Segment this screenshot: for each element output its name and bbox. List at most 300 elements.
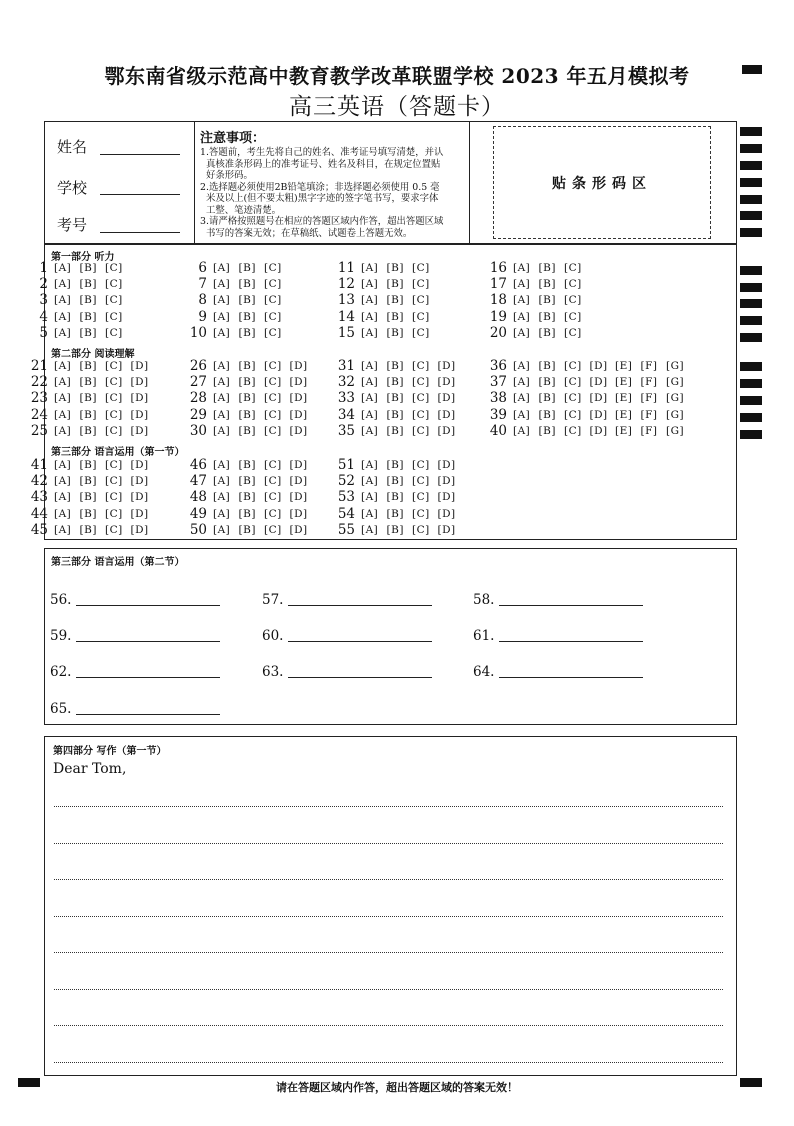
answer-bubble[interactable]: [A] xyxy=(513,278,531,291)
answer-bubble[interactable]: [C] xyxy=(105,424,123,437)
fill-answer-line[interactable] xyxy=(499,641,643,642)
answer-bubble[interactable]: [B] xyxy=(238,326,256,339)
answer-bubble[interactable]: [B] xyxy=(238,424,256,437)
answer-bubble[interactable]: [D] xyxy=(130,507,149,520)
answer-bubble[interactable]: [D] xyxy=(437,523,456,536)
fill-number: 56. xyxy=(50,592,72,608)
answer-bubble[interactable]: [D] xyxy=(437,424,456,437)
answer-bubble[interactable]: [B] xyxy=(79,310,97,323)
answer-bubble[interactable]: [B] xyxy=(386,507,404,520)
answer-bubble[interactable]: [A] xyxy=(513,360,531,372)
answer-bubble[interactable]: [B] xyxy=(386,459,404,471)
answer-options xyxy=(54,311,131,323)
question-number: 43 xyxy=(30,489,48,506)
answer-bubble[interactable]: [C] xyxy=(264,262,282,274)
question-row xyxy=(331,407,463,423)
question-row xyxy=(483,407,692,423)
answer-bubble[interactable]: [A] xyxy=(513,376,531,389)
answer-bubble[interactable]: [A] xyxy=(213,507,231,520)
answer-bubble[interactable]: [A] xyxy=(54,310,72,323)
answer-bubble[interactable]: [C] xyxy=(564,278,582,291)
question-row xyxy=(331,292,438,308)
answer-bubble[interactable]: [D] xyxy=(589,392,608,405)
answer-bubble[interactable]: [E] xyxy=(615,424,633,437)
answer-bubble[interactable]: [D] xyxy=(289,491,308,504)
question-row xyxy=(24,374,156,390)
answer-bubble[interactable]: [A] xyxy=(54,491,72,504)
answer-bubble[interactable]: [D] xyxy=(130,376,149,389)
answer-bubble[interactable]: [C] xyxy=(264,408,282,421)
answer-bubble[interactable]: [D] xyxy=(437,392,456,405)
answer-bubble[interactable]: [B] xyxy=(538,376,556,389)
fill-answer-line[interactable] xyxy=(499,605,643,606)
writing-line[interactable] xyxy=(54,843,723,844)
answer-bubble[interactable]: [E] xyxy=(615,392,633,405)
answer-bubble[interactable]: [B] xyxy=(538,326,556,339)
fill-answer-line[interactable] xyxy=(76,677,220,678)
question-row xyxy=(483,276,590,292)
answer-bubble[interactable]: [C] xyxy=(105,376,123,389)
answer-bubble[interactable]: [C] xyxy=(105,507,123,520)
timing-mark xyxy=(740,228,762,237)
answer-bubble[interactable]: [D] xyxy=(289,523,308,536)
timing-mark xyxy=(740,144,762,153)
answer-bubble[interactable]: [C] xyxy=(105,262,123,274)
answer-bubble[interactable]: [D] xyxy=(437,360,456,372)
answer-bubble[interactable]: [B] xyxy=(79,262,97,274)
notice-line: 真核准条形码上的准考证号、姓名及科目，在规定位置贴 xyxy=(206,158,441,170)
fill-answer-line[interactable] xyxy=(76,714,220,715)
answer-bubble[interactable]: [C] xyxy=(564,262,582,274)
answer-bubble[interactable]: [C] xyxy=(264,424,282,437)
writing-line[interactable] xyxy=(54,1062,723,1063)
fill-answer-line[interactable] xyxy=(76,605,220,606)
answer-bubble[interactable]: [A] xyxy=(213,491,231,504)
answer-bubble[interactable]: [D] xyxy=(437,459,456,471)
answer-bubble[interactable]: [B] xyxy=(238,523,256,536)
answer-bubble[interactable]: [B] xyxy=(79,360,97,372)
answer-bubble[interactable]: [D] xyxy=(130,523,149,536)
answer-bubble[interactable]: [D] xyxy=(589,408,608,421)
answer-bubble[interactable]: [D] xyxy=(130,475,149,488)
answer-bubble[interactable]: [B] xyxy=(79,424,97,437)
question-number: 10 xyxy=(189,324,207,341)
answer-bubble[interactable]: [D] xyxy=(130,491,149,504)
answer-bubble[interactable]: [B] xyxy=(79,392,97,405)
answer-bubble[interactable]: [A] xyxy=(54,523,72,536)
answer-bubble[interactable]: [A] xyxy=(361,475,379,488)
answer-bubble[interactable]: [C] xyxy=(412,360,430,372)
answer-bubble[interactable]: [B] xyxy=(538,310,556,323)
answer-bubble[interactable]: [C] xyxy=(105,294,123,307)
answer-bubble[interactable]: [A] xyxy=(361,262,379,274)
answer-bubble[interactable]: [B] xyxy=(386,360,404,372)
answer-options xyxy=(213,327,290,339)
answer-bubble[interactable]: [D] xyxy=(289,408,308,421)
answer-bubble[interactable]: [A] xyxy=(513,424,531,437)
answer-bubble[interactable]: [D] xyxy=(589,376,608,389)
answer-bubble[interactable]: [A] xyxy=(513,262,531,274)
question-row xyxy=(183,358,315,374)
answer-bubble[interactable]: [B] xyxy=(238,507,256,520)
question-number: 31 xyxy=(337,358,355,374)
question-row xyxy=(24,423,156,439)
answer-bubble[interactable]: [A] xyxy=(361,392,379,405)
answer-bubble[interactable]: [C] xyxy=(105,459,123,471)
fill-answer-line[interactable] xyxy=(288,605,432,606)
answer-bubble[interactable]: [A] xyxy=(213,278,231,291)
answer-bubble[interactable]: [B] xyxy=(238,278,256,291)
answer-bubble[interactable]: [G] xyxy=(666,376,685,389)
answer-bubble[interactable]: [A] xyxy=(513,326,531,339)
answer-bubble[interactable]: [B] xyxy=(386,424,404,437)
answer-bubble[interactable]: [B] xyxy=(238,262,256,274)
answer-bubble[interactable]: [D] xyxy=(289,360,308,372)
answer-bubble[interactable]: [A] xyxy=(54,262,72,274)
answer-bubble[interactable]: [B] xyxy=(538,262,556,274)
answer-bubble[interactable]: [A] xyxy=(54,424,72,437)
answer-bubble[interactable]: [B] xyxy=(238,408,256,421)
answer-bubble[interactable]: [B] xyxy=(386,326,404,339)
answer-bubble[interactable]: [A] xyxy=(361,523,379,536)
timing-mark xyxy=(740,413,762,422)
answer-bubble[interactable]: [A] xyxy=(54,507,72,520)
answer-bubble[interactable]: [A] xyxy=(213,294,231,307)
fill-number: 59. xyxy=(50,628,72,644)
answer-bubble[interactable]: [D] xyxy=(289,507,308,520)
school-field[interactable] xyxy=(100,194,180,195)
answer-bubble[interactable]: [C] xyxy=(264,491,282,504)
answer-options xyxy=(54,262,131,274)
answer-options xyxy=(513,278,590,290)
answer-bubble[interactable]: [C] xyxy=(105,523,123,536)
answer-bubble[interactable]: [A] xyxy=(213,392,231,405)
barcode-label: 贴条形码区 xyxy=(552,175,652,192)
answer-bubble[interactable]: [F] xyxy=(640,424,658,437)
answer-bubble[interactable]: [D] xyxy=(130,459,149,471)
answer-bubble[interactable]: [B] xyxy=(79,507,97,520)
answer-bubble[interactable]: [B] xyxy=(386,491,404,504)
answer-bubble[interactable]: [C] xyxy=(264,326,282,339)
answer-bubble[interactable]: [C] xyxy=(105,278,123,291)
question-row xyxy=(483,260,590,276)
answer-bubble[interactable]: [A] xyxy=(54,392,72,405)
answer-bubble[interactable]: [B] xyxy=(538,424,556,437)
info-divider xyxy=(194,121,195,244)
answer-bubble[interactable]: [B] xyxy=(386,310,404,323)
answer-bubble[interactable]: [A] xyxy=(513,294,531,307)
answer-options xyxy=(513,294,590,306)
answer-bubble[interactable]: [A] xyxy=(361,278,379,291)
answer-bubble[interactable]: [C] xyxy=(412,424,430,437)
answer-bubble[interactable]: [D] xyxy=(130,360,149,372)
answer-bubble[interactable]: [D] xyxy=(289,392,308,405)
answer-bubble[interactable]: [B] xyxy=(238,294,256,307)
answer-bubble[interactable]: [B] xyxy=(238,459,256,471)
answer-bubble[interactable]: [B] xyxy=(79,294,97,307)
answer-bubble[interactable]: [B] xyxy=(238,360,256,372)
question-number: 46 xyxy=(189,457,207,473)
answer-bubble[interactable]: [B] xyxy=(79,523,97,536)
answer-bubble[interactable]: [A] xyxy=(54,475,72,488)
answer-bubble[interactable]: [B] xyxy=(238,392,256,405)
barcode-area xyxy=(493,126,711,239)
answer-bubble[interactable]: [C] xyxy=(412,392,430,405)
answer-bubble[interactable]: [A] xyxy=(213,326,231,339)
question-row xyxy=(331,374,463,390)
answer-bubble[interactable]: [C] xyxy=(412,294,430,307)
timing-mark xyxy=(740,316,762,325)
answer-bubble[interactable]: [B] xyxy=(538,294,556,307)
answer-bubble[interactable]: [D] xyxy=(130,424,149,437)
writing-line[interactable] xyxy=(54,952,723,953)
answer-bubble[interactable]: [B] xyxy=(238,491,256,504)
question-number: 24 xyxy=(30,406,48,423)
question-number: 8 xyxy=(198,292,207,309)
answer-bubble[interactable]: [C] xyxy=(564,376,582,389)
writing-line[interactable] xyxy=(54,989,723,990)
answer-bubble[interactable]: [A] xyxy=(213,475,231,488)
answer-bubble[interactable]: [C] xyxy=(105,392,123,405)
answer-bubble[interactable]: [B] xyxy=(79,376,97,389)
answer-bubble[interactable]: [B] xyxy=(386,376,404,389)
answer-bubble[interactable]: [A] xyxy=(54,408,72,421)
answer-bubble[interactable]: [C] xyxy=(564,360,582,372)
question-number: 16 xyxy=(489,260,507,276)
answer-bubble[interactable]: [A] xyxy=(213,310,231,323)
question-row xyxy=(331,358,463,374)
answer-bubble[interactable]: [C] xyxy=(564,326,582,339)
answer-bubble[interactable]: [D] xyxy=(289,424,308,437)
answer-bubble[interactable]: [D] xyxy=(437,507,456,520)
notice-line: 2.选择题必须使用2B铅笔填涂；非选择题必须使用 0.5 毫 xyxy=(200,181,440,193)
answer-options xyxy=(54,425,156,437)
answer-options xyxy=(513,392,692,404)
answer-bubble[interactable]: [B] xyxy=(79,475,97,488)
answer-bubble[interactable]: [D] xyxy=(437,408,456,421)
answer-bubble[interactable]: [C] xyxy=(264,278,282,291)
name-field[interactable] xyxy=(100,154,180,155)
timing-mark xyxy=(740,396,762,405)
answer-bubble[interactable]: [C] xyxy=(105,491,123,504)
answer-bubble[interactable]: [F] xyxy=(640,408,658,421)
answer-bubble[interactable]: [A] xyxy=(361,310,379,323)
answer-bubble[interactable]: [D] xyxy=(437,475,456,488)
answer-bubble[interactable]: [C] xyxy=(564,294,582,307)
answer-bubble[interactable]: [A] xyxy=(213,459,231,471)
answer-bubble[interactable]: [C] xyxy=(564,424,582,437)
answer-bubble[interactable]: [A] xyxy=(361,459,379,471)
answer-bubble[interactable]: [B] xyxy=(79,491,97,504)
writing-line[interactable] xyxy=(54,879,723,880)
section-title-writing: 第四部分 写作（第一节） xyxy=(53,746,167,757)
answer-bubble[interactable]: [C] xyxy=(412,475,430,488)
answer-options xyxy=(513,311,590,323)
answer-bubble[interactable]: [E] xyxy=(615,376,633,389)
answer-options xyxy=(54,524,156,536)
answer-bubble[interactable]: [C] xyxy=(264,392,282,405)
answer-bubble[interactable]: [C] xyxy=(264,475,282,488)
answer-bubble[interactable]: [A] xyxy=(213,376,231,389)
answer-bubble[interactable]: [A] xyxy=(513,408,531,421)
exam-number-field[interactable] xyxy=(100,232,180,233)
answer-bubble[interactable]: [F] xyxy=(640,392,658,405)
question-number: 40 xyxy=(489,422,507,439)
answer-bubble[interactable]: [C] xyxy=(412,491,430,504)
answer-bubble[interactable]: [A] xyxy=(213,408,231,421)
answer-bubble[interactable]: [B] xyxy=(238,376,256,389)
answer-bubble[interactable]: [C] xyxy=(564,392,582,405)
answer-bubble[interactable]: [A] xyxy=(361,360,379,372)
answer-bubble[interactable]: [B] xyxy=(79,326,97,339)
answer-bubble[interactable]: [E] xyxy=(615,408,633,421)
answer-bubble[interactable]: [D] xyxy=(437,491,456,504)
answer-bubble[interactable]: [B] xyxy=(386,262,404,274)
answer-bubble[interactable]: [C] xyxy=(105,326,123,339)
answer-bubble[interactable]: [C] xyxy=(105,360,123,372)
answer-options xyxy=(361,425,463,437)
answer-bubble[interactable]: [A] xyxy=(213,424,231,437)
question-row xyxy=(483,292,590,308)
answer-bubble[interactable]: [B] xyxy=(238,475,256,488)
fill-answer-line[interactable] xyxy=(288,677,432,678)
answer-bubble[interactable]: [C] xyxy=(105,475,123,488)
fill-number: 58. xyxy=(473,592,495,608)
answer-bubble[interactable]: [C] xyxy=(412,408,430,421)
question-row xyxy=(483,358,692,374)
answer-bubble[interactable]: [C] xyxy=(564,408,582,421)
writing-line[interactable] xyxy=(54,916,723,917)
answer-bubble[interactable]: [C] xyxy=(264,294,282,307)
answer-bubble[interactable]: [B] xyxy=(386,475,404,488)
answer-bubble[interactable]: [B] xyxy=(538,408,556,421)
answer-bubble[interactable]: [C] xyxy=(264,523,282,536)
question-row xyxy=(483,390,692,406)
answer-bubble[interactable]: [C] xyxy=(412,326,430,339)
answer-options xyxy=(213,475,315,487)
question-number: 38 xyxy=(489,390,507,407)
answer-bubble[interactable]: [C] xyxy=(412,262,430,274)
question-number: 47 xyxy=(189,473,207,490)
answer-bubble[interactable]: [B] xyxy=(386,523,404,536)
answer-bubble[interactable]: [A] xyxy=(54,326,72,339)
writing-line[interactable] xyxy=(54,806,723,807)
timing-mark xyxy=(740,299,762,308)
answer-bubble[interactable]: [A] xyxy=(361,408,379,421)
answer-bubble[interactable]: [C] xyxy=(412,459,430,471)
writing-line[interactable] xyxy=(54,1025,723,1026)
answer-bubble[interactable]: [A] xyxy=(54,294,72,307)
answer-bubble[interactable]: [A] xyxy=(54,360,72,372)
answer-bubble[interactable]: [A] xyxy=(361,294,379,307)
answer-bubble[interactable]: [G] xyxy=(666,424,685,437)
answer-bubble[interactable]: [C] xyxy=(564,310,582,323)
answer-bubble[interactable]: [D] xyxy=(589,424,608,437)
answer-bubble[interactable]: [C] xyxy=(264,376,282,389)
answer-options xyxy=(213,425,315,437)
answer-bubble[interactable]: [B] xyxy=(386,392,404,405)
answer-bubble[interactable]: [B] xyxy=(79,459,97,471)
question-number: 35 xyxy=(337,422,355,439)
answer-bubble[interactable]: [G] xyxy=(666,360,685,372)
answer-bubble[interactable]: [D] xyxy=(130,408,149,421)
answer-bubble[interactable]: [A] xyxy=(54,278,72,291)
question-number: 5 xyxy=(39,324,48,341)
answer-bubble[interactable]: [D] xyxy=(289,376,308,389)
answer-bubble[interactable]: [C] xyxy=(412,376,430,389)
answer-bubble[interactable]: [C] xyxy=(105,310,123,323)
answer-bubble[interactable]: [D] xyxy=(289,475,308,488)
answer-bubble[interactable]: [C] xyxy=(412,523,430,536)
answer-bubble[interactable]: [G] xyxy=(666,392,685,405)
answer-bubble[interactable]: [A] xyxy=(213,262,231,274)
answer-options xyxy=(361,278,438,290)
answer-bubble[interactable]: [B] xyxy=(538,360,556,372)
answer-bubble[interactable]: [C] xyxy=(264,310,282,323)
question-number: 33 xyxy=(337,390,355,407)
answer-bubble[interactable]: [A] xyxy=(213,523,231,536)
answer-bubble[interactable]: [A] xyxy=(361,507,379,520)
answer-bubble[interactable]: [B] xyxy=(386,408,404,421)
answer-bubble[interactable]: [C] xyxy=(264,360,282,372)
answer-bubble[interactable]: [B] xyxy=(386,278,404,291)
answer-bubble[interactable]: [B] xyxy=(538,278,556,291)
answer-bubble[interactable]: [F] xyxy=(640,376,658,389)
fill-answer-line[interactable] xyxy=(76,641,220,642)
notice-line: 米及以上(但不要太粗)黑字字迹的签字笔书写，要求字体 xyxy=(206,193,439,204)
answer-bubble[interactable]: [A] xyxy=(361,326,379,339)
answer-bubble[interactable]: [D] xyxy=(589,360,608,372)
answer-bubble[interactable]: [B] xyxy=(79,408,97,421)
answer-bubble[interactable]: [A] xyxy=(361,424,379,437)
answer-bubble[interactable]: [B] xyxy=(538,392,556,405)
question-row xyxy=(24,390,156,406)
answer-bubble[interactable]: [D] xyxy=(289,459,308,471)
answer-bubble[interactable]: [F] xyxy=(640,360,658,372)
salutation: Dear Tom, xyxy=(53,761,127,777)
answer-bubble[interactable]: [A] xyxy=(213,360,231,372)
fill-answer-line[interactable] xyxy=(288,641,432,642)
answer-bubble[interactable]: [C] xyxy=(412,507,430,520)
question-number: 4 xyxy=(39,308,48,325)
question-row xyxy=(331,276,438,292)
answer-bubble[interactable]: [C] xyxy=(105,408,123,421)
answer-bubble[interactable]: [A] xyxy=(361,491,379,504)
answer-bubble[interactable]: [G] xyxy=(666,408,685,421)
answer-bubble[interactable]: [B] xyxy=(386,294,404,307)
question-number: 32 xyxy=(337,374,355,391)
fill-answer-line[interactable] xyxy=(499,677,643,678)
answer-bubble[interactable]: [C] xyxy=(264,459,282,471)
answer-bubble[interactable]: [A] xyxy=(513,392,531,405)
answer-bubble[interactable]: [C] xyxy=(264,507,282,520)
answer-bubble[interactable]: [C] xyxy=(412,278,430,291)
answer-bubble[interactable]: [C] xyxy=(412,310,430,323)
answer-bubble[interactable]: [A] xyxy=(54,376,72,389)
answer-bubble[interactable]: [B] xyxy=(238,310,256,323)
question-row xyxy=(24,260,131,276)
answer-bubble[interactable]: [E] xyxy=(615,360,633,372)
answer-options xyxy=(213,459,315,471)
answer-bubble[interactable]: [A] xyxy=(513,310,531,323)
answer-bubble[interactable]: [B] xyxy=(79,278,97,291)
question-row xyxy=(24,457,156,473)
answer-bubble[interactable]: [A] xyxy=(361,376,379,389)
answer-bubble[interactable]: [D] xyxy=(437,376,456,389)
question-number: 49 xyxy=(189,505,207,522)
answer-bubble[interactable]: [D] xyxy=(130,392,149,405)
answer-bubble[interactable]: [A] xyxy=(54,459,72,471)
